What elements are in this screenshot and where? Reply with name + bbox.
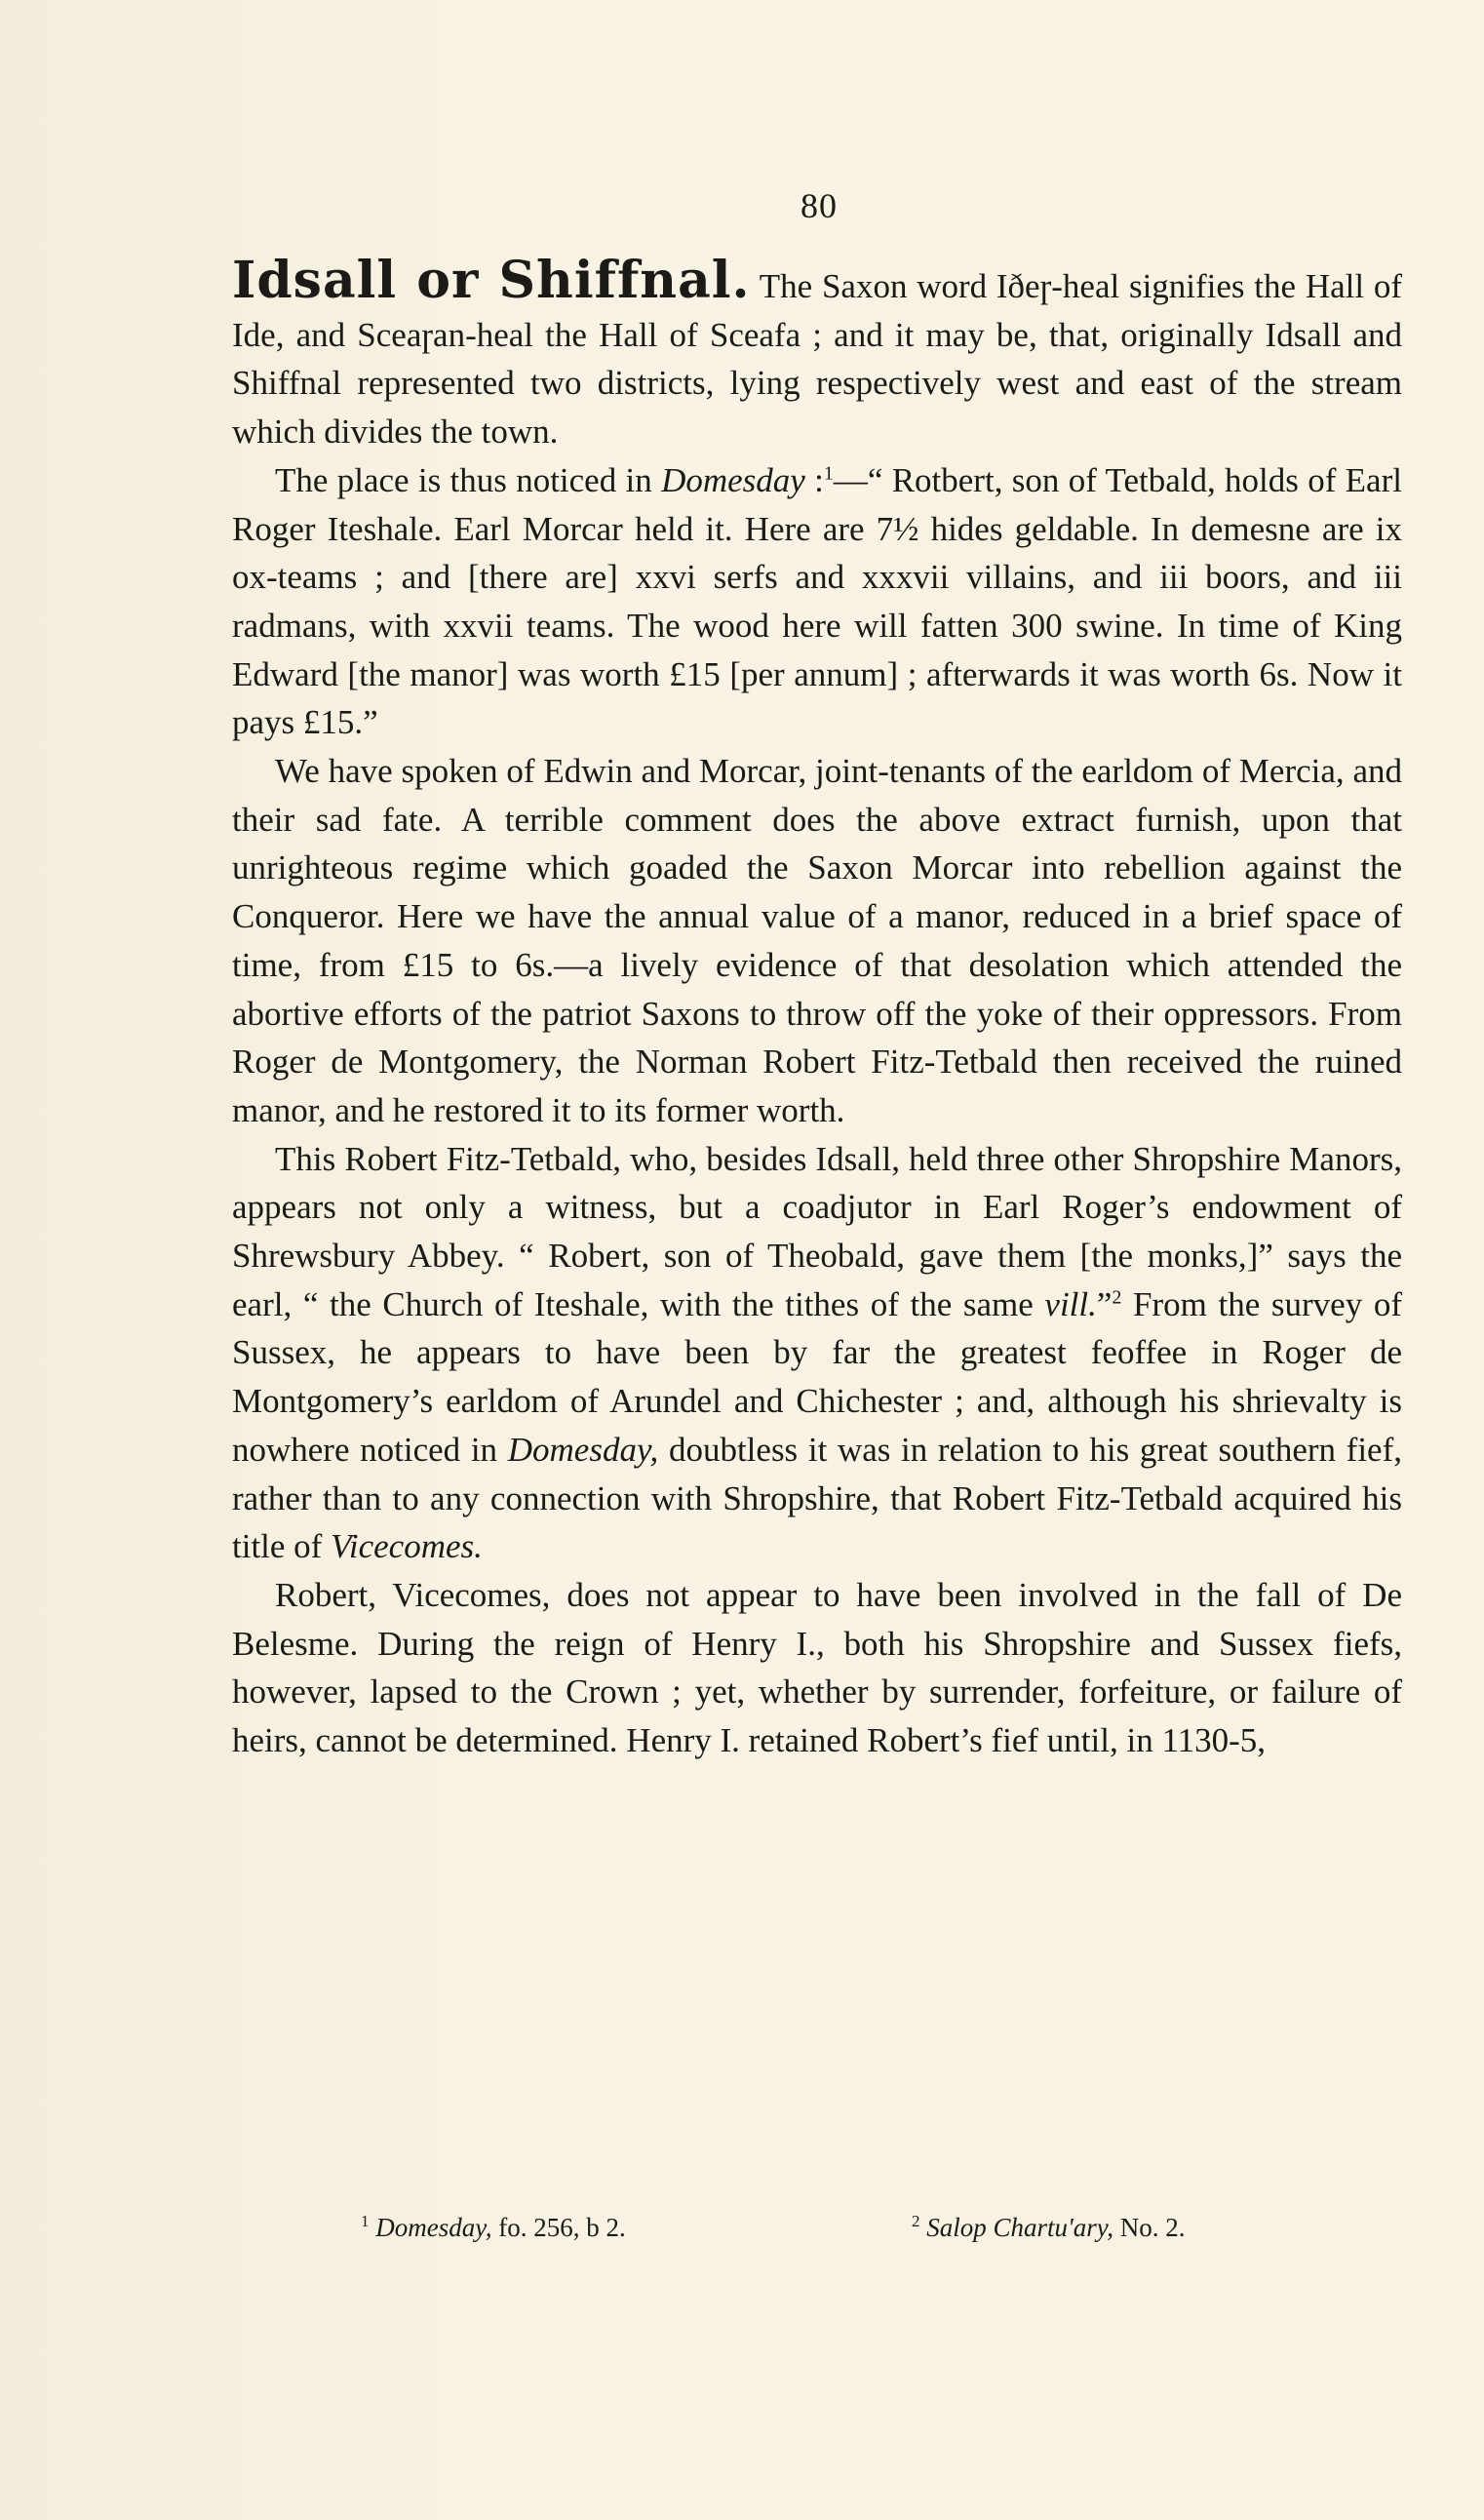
paragraph-3 xyxy=(232,747,1402,1135)
footnote-mark: 1 xyxy=(361,2212,370,2230)
section-heading: Idsall or Shiffnal. xyxy=(232,251,751,310)
text-run: We have spoken of Edwin and Morcar, joint-tenants of the earldom of Mercia, and their sad fate. A terrible comment does the above extract furnish, upon that unrighteous regime which goaded the Saxon Morcar into rebellion against the Conqueror. Here we have the annual value of a manor, reduced in a brief space of time, from £15 to 6s.—a lively evidence of that desolation which attended the abortive efforts of the patriot Saxons to throw off the yoke of their oppressors. From Roger de Montgomery, the Norman Robert Fitz-Tetbald then received the ruined manor, and he restored it to its former worth. xyxy=(232,752,1402,1129)
footnote-reference-mark: 1 xyxy=(823,462,834,485)
text-run: —“ Rotbert, son of Tetbald, holds of Earl Roger Iteshale. Earl Morcar held it. Here are 7½ hides geldable. In demesne are ix ox-teams ; and [there are] xxvi serfs and xxxvii villains, and iii boors, and iii radmans, with xxvii teams. The wood here will fatten 300 swine. In time of King Edward [the manor] was worth £15 [per annum] ; afterwards it was worth 6s. Now it pays £15.” xyxy=(232,460,1402,742)
italic-text: vill. xyxy=(1044,1284,1097,1323)
italic-text: Domesday xyxy=(661,460,805,499)
text-run: doubtless it was in relation to his great southern fief, rather than to any connection with Shropshire, that Robert Fitz-Tetbald acquired his title of xyxy=(232,1430,1402,1566)
paragraph-4 xyxy=(232,1135,1402,1571)
footnote-source: Salop Chartu'ary, xyxy=(926,2213,1114,2242)
paragraph-5 xyxy=(232,1571,1402,1765)
text-run: ” xyxy=(1096,1284,1113,1323)
text-run: This Robert Fitz-Tetbald, who, besides Idsall, held three other Shropshire Manors, appears not only a witness, but a coadjutor in Earl Roger’s endowment of Shrewsbury Abbey. “ Robert, son of Theobald, gave them [the monks,]” says the earl, “ the Church of Iteshale, with the tithes of the same xyxy=(232,1139,1402,1323)
footnote-2 xyxy=(912,2208,1186,2247)
body-text xyxy=(232,251,1402,1765)
footnote-reference-mark: 2 xyxy=(1112,1286,1122,1309)
paragraph-2 xyxy=(232,456,1402,747)
paragraph-1 xyxy=(232,251,1402,456)
footnote-reference: fo. 256, b 2. xyxy=(491,2213,626,2242)
footnote-source: Domesday, xyxy=(375,2213,492,2242)
italic-text: Domesday, xyxy=(507,1430,659,1469)
page-number: 80 xyxy=(801,186,838,225)
footnote-mark: 2 xyxy=(912,2212,920,2230)
text-run: From the survey of Sussex, he appears to have been by far the greatest feoffee in Roger de Montgomery’s earldom of Arundel and Chichester ; and, although his shrievalty is nowhere noticed in xyxy=(232,1284,1402,1469)
text-run: The Saxon word Iðeɼ-heal signifies the Hall of Ide, and Sceaɼan-heal the Hall of Sceafa ; and it may be, that, originally Idsall and Shiffnal represented two districts, lying respectively west and east of the stream which divides the town. xyxy=(232,267,1402,452)
text-run: The place is thus noticed in xyxy=(275,460,662,499)
text-run: Robert, Vicecomes, does not appear to have been involved in the fall of De Belesme. During the reign of Henry I., both his Shropshire and Sussex fiefs, however, lapsed to the Crown ; yet, whether by surrender, forfeiture, or failure of heirs, cannot be determined. Henry I. retained Robert’s fief until, in 1130-5, xyxy=(232,1575,1402,1760)
footnote-reference: No. 2. xyxy=(1113,2213,1186,2242)
italic-text: Vicecomes. xyxy=(331,1527,483,1566)
footnote-1 xyxy=(361,2208,626,2247)
text-run: : xyxy=(804,460,824,499)
